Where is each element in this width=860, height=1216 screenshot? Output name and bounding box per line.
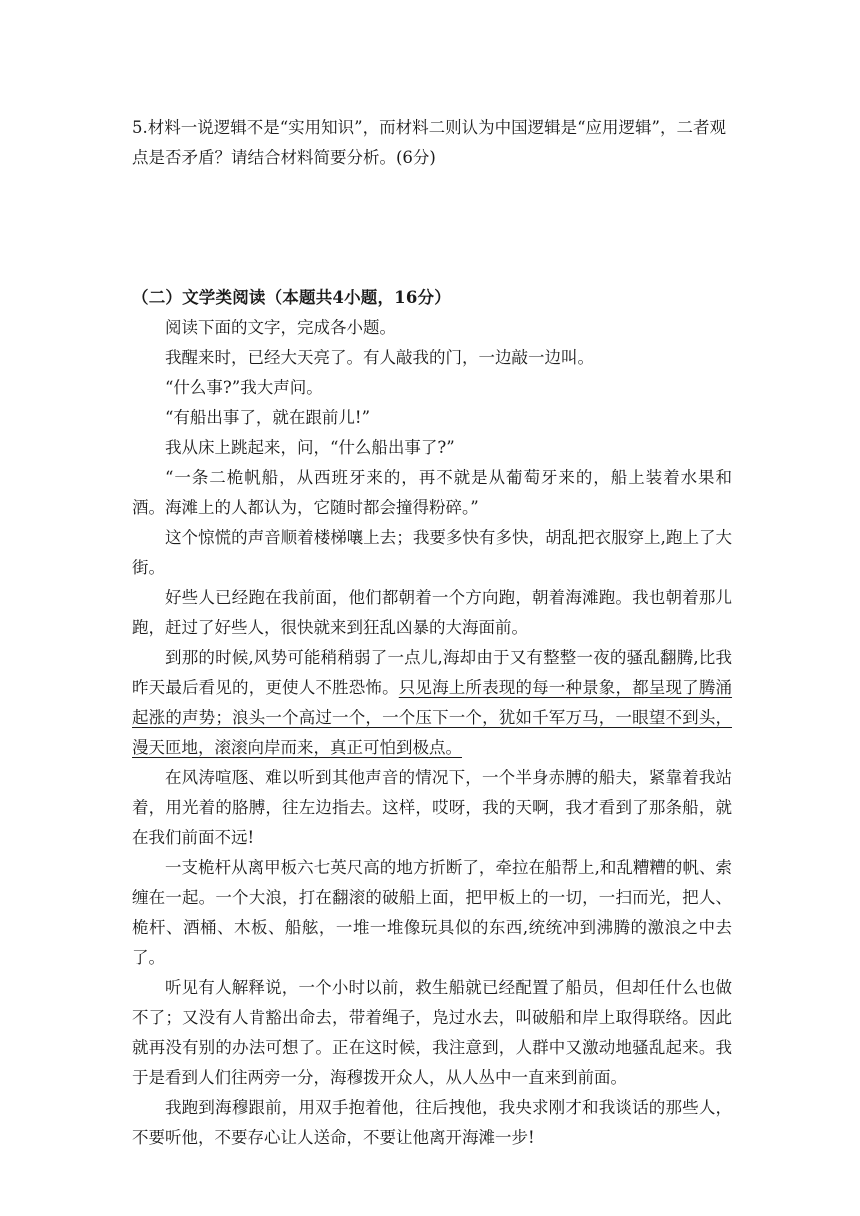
- reading-instruction: 阅读下面的文字，完成各小题。: [165, 318, 396, 337]
- paragraph: 我醒来时，已经大天亮了。有人敲我的门，一边敲一边叫。: [165, 348, 594, 367]
- underlined-sentence: 只见海上所表现的每一种景象，都呈现了腾涌起涨的声势；浪头一个高过一个，一个压下一个，犹如千军万马，一眼望不到头，漫天匝地，滚滚向岸而来，真正可怕到极点。: [132, 678, 733, 757]
- paragraph: 这个惊慌的声音顺着楼梯嚷上去；我要多快有多快，胡乱把衣服穿上,跑上了大街。: [132, 528, 732, 577]
- literary-reading-section: [132, 283, 732, 1153]
- paragraph: 一支桅杆从离甲板六七英尺高的地方折断了，牵拉在船帮上,和乱糟糟的帆、索缠在一起。一个大浪，打在翻滚的破船上面，把甲板上的一切，一扫而光，把人、桅杆、酒桶、木板、船舷，一堆一堆像玩具似的东西,统统冲到沸腾的激浪之中去了。: [132, 858, 732, 967]
- paragraph: 听见有人解释说，一个小时以前，救生船就已经配置了船员，但却任什么也做不了；又没有人肯豁出命去，带着绳子，凫过水去，叫破船和岸上取得联络。因此就再没有别的办法可想了。正在这时候，我注意到，人群中又激动地骚乱起来。我于是看到人们往两旁一分，海穆拨开众人，从人丛中一直来到前面。: [132, 978, 732, 1087]
- question-5: 5.材料一说逻辑不是“实用知识”，而材料二则认为中国逻辑是“应用逻辑”，二者观点是否矛盾？请结合材料简要分析。(6分): [132, 118, 726, 167]
- paragraph: 在风涛喧豗、难以听到其他声音的情况下，一个半身赤膊的船夫，紧靠着我站着，用光着的胳膊，往左边指去。这样，哎呀，我的天啊，我才看到了那条船，就在我们前面不远!: [132, 768, 732, 847]
- section-title: （二）文学类阅读（本题共4小题，16分）: [132, 288, 451, 307]
- paragraph: 我从床上跳起来，问，“什么船出事了?”: [165, 438, 455, 457]
- paragraph-with-underline: [132, 643, 732, 763]
- paragraph: “一条二桅帆船，从西班牙来的，再不就是从葡萄牙来的，船上装着水果和酒。海滩上的人都认为，它随时都会撞得粉碎。”: [132, 468, 732, 517]
- paragraph: 好些人已经跑在我前面，他们都朝着一个方向跑，朝着海滩跑。我也朝着那儿跑，赶过了好些人，很快就来到狂乱凶暴的大海面前。: [132, 588, 732, 637]
- paragraph: “什么事?”我大声问。: [165, 378, 323, 397]
- paragraph: 我跑到海穆跟前，用双手抱着他，往后拽他，我央求刚才和我谈话的那些人，不要听他，不要存心让人送命，不要让他离开海滩一步!: [132, 1098, 732, 1147]
- paragraph-plain-text: 到那的时候,风势可能稍稍弱了一点儿,海却由于又有整整一夜的骚乱翻腾,比我昨天最后看见的，更使人不胜恐怖。: [132, 648, 732, 697]
- paragraph: “有船出事了，就在跟前儿!”: [165, 408, 371, 427]
